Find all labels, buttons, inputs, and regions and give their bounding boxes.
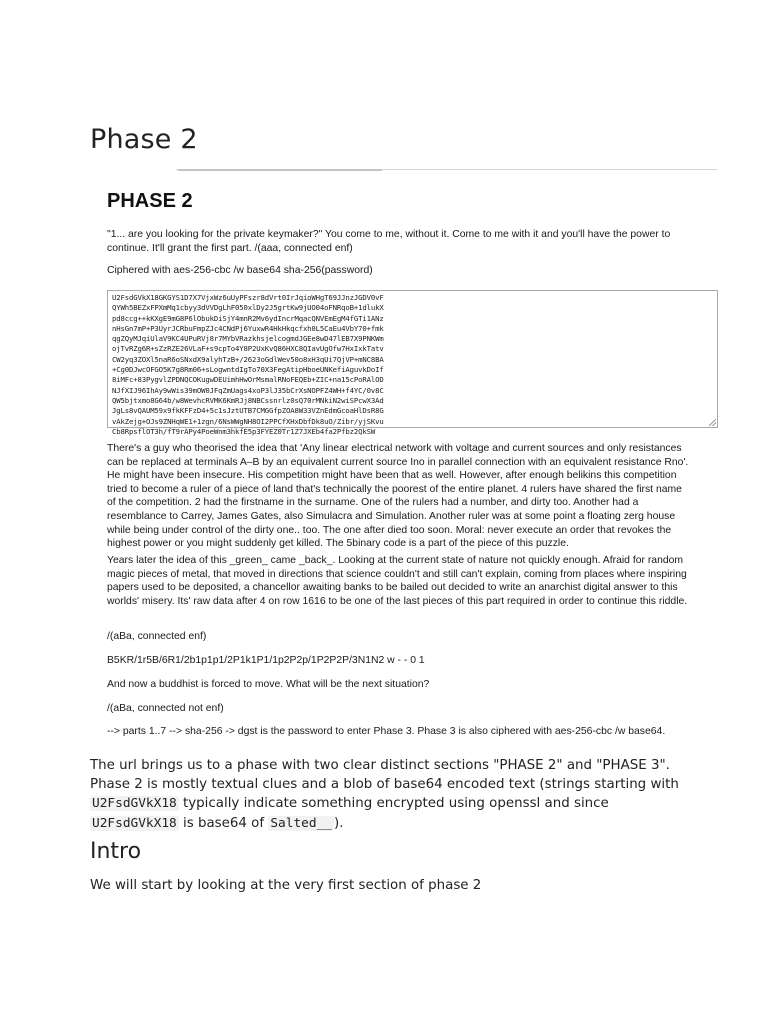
phase-heading: PHASE 2 [107, 190, 193, 212]
explanation-text: is base64 of [178, 815, 269, 831]
keymaker-quote: "1... are you looking for the private keymaker?" You come to me, without it. Come to me with it and you'll have the power to continue. It'll grant the first part. /(aaa, connected enf) [107, 229, 671, 254]
inline-code-prefix: U2FsdGVkX18 [92, 796, 177, 812]
explanation-paragraph [90, 756, 690, 833]
cipher-description: Ciphered with aes-256-cbc /w base64 sha-256(password) [107, 265, 373, 276]
buddhist-question: And now a buddhist is forced to move. What will be the next situation? [107, 679, 430, 690]
phase-screenshot [90, 162, 718, 740]
bitcoin-clue-paragraph: Years later the idea of this _green_ came _back_. Looking at the current state of nature not quickly enough. Afraid for random magic pieces of metal, that moved in directions that science couldn't and still can't explain, coming from places where inspiring papers used to be deposited, a chancellor awaiting banks to be bailed out decided to write an anarchist digital answer to this worlds' misery. Its' raw data after 4 on row 1616 to be one of the last pieces of this part required in order to continue this riddle. [107, 555, 688, 607]
signature-connected-enf: /(aBa, connected enf) [107, 631, 207, 642]
norton-clue-paragraph: There's a guy who theorised the idea that 'Any linear electrical network with voltage and current sources and only resistances can be replaced at terminals A–B by an equivalent current source Ino in parallel connection with an equivalent resistance Rno'. He might have been insecure. His competition might have been that as well. However, after enough belikins this competition tried to become a ruler of a piece of land that's technically the poorest of the entire planet. 4 rulers have shared the first name of the competition. 2 had the firstname in the surname. One of the rulers had a number, and dirty too. Another had a resemblance to Carrey, James Gates, also Simulacra and Simulation. Another ruler was at some point a floating zerg house while being under control of the dirty one.. too. The one after died too soon. Moral: never execute an order that revokes the highest power or you might suddenly get killed. The 5binary code is a part of the piece of this puzzle. [107, 443, 689, 550]
cipher-line: U2FsdGVkX18GKGYS1D7X7VjxWz6uUyPFszr8dVrt0IrJqioWHgT69JJnzJGDV0vF [112, 293, 384, 302]
inline-code-prefix: U2FsdGVkX18 [92, 815, 177, 831]
cipher-line: JgLs8vQAUM59x9fkKFFzD4+5c1sJztUTB7CMGGfpZOA8W33VZnEdmGcoaHlDsR8G [112, 406, 384, 416]
cipher-line: vAkZejg+OJs9ZNHqWE1+1zgn/6NsWWgNH8OI2PPCfXHxDbfDk8uO/Zibr/yjSKvu [112, 416, 384, 426]
explanation-text: typically indicate something encrypted using openssl and since [178, 796, 609, 812]
page-title: Phase 2 [90, 124, 198, 155]
intro-heading: Intro [90, 839, 142, 864]
cipher-line: nHsGn7mP+P3UyrJCRbuFmpZJc4CNdPj6YuxwR4HkHkqcfxh0L5CaEu4VbY70+fmk [112, 323, 384, 333]
explanation-text: ). [333, 815, 344, 831]
cipher-line: QW5bjtxmo8G64b/w8WevhcRVMK6KmRJj8NBCssnrlz0sQ70rMNkiN2wiSPcwX3Ad [112, 395, 384, 405]
signature-connected-not-enf: /(aBa, connected not enf) [107, 703, 224, 714]
cipher-line: +Cg0DJwcOFGO5K7g8Rm06+sLogwntdIgTo70X3FegAtipHboeUNKefiAguvkDoIf [112, 365, 384, 375]
cipher-line: CW2yq3ZOXl5naR6oSNxdX9alyhTzB+/2623oGdlWev50o8xH3qUi7QjVP+mNC8BA [112, 354, 384, 364]
cipher-line: Cb8RpsflOT3h/fT9rAPy4PoeWnm3hkfE5p3FYEZ0Tr1Z7JXEb4fa2Pfbz2QkSW [112, 426, 376, 436]
intro-text: We will start by looking at the very first section of phase 2 [90, 878, 482, 893]
cipher-line: ojTvRZg6R+sZzRZE26VLaF+s9cpTo4Y8P2UxKvQ86HXC8QIavUgOfw7HxIxkTatv [112, 344, 384, 354]
explanation-text: The url brings us to a phase with two clear distinct sections "PHASE 2" and "PHASE 3". Phase 2 is mostly textual clues and a blob of base64 encoded text (strings starting with [90, 758, 679, 793]
resize-grip-icon[interactable] [709, 419, 716, 426]
screenshot-header-underline [178, 169, 382, 171]
cipher-line: QYWh5BEZxFPXmMq1cbyy3dVVDgLhF050xlDy2J5grtKw9jUO04oFNRqoB+1dlukX [112, 303, 384, 313]
cipher-textarea[interactable] [107, 290, 718, 436]
cipher-line: 8iMFc+83PygvlZPDNQCOKugwDEUimhHwOrMsmalRNoFEQEb+ZIC+na15cPoRAlOD [112, 375, 384, 385]
chess-fen-string: B5KR/1r5B/6R1/2b1p1p1/2P1k1P1/1p2P2p/1P2P2P/3N1N2 w - - 0 1 [107, 655, 425, 666]
cipher-line: pd8ccg++kKXgE9mG8P6lObukDiSjY4mnR2Mv6ydIncrMqacQNVEmEgM4fGTi1ANz [112, 313, 384, 323]
cipher-line: qgZQyMJqiUlaV9KC4UPuRVj8r7MYbVRazkhsjelcogmdJGEe8wD47lEB7X9PNKWm [112, 334, 384, 344]
inline-code-salted: Salted__ [270, 815, 332, 831]
cipher-line: NJfXIJ96IhAy9wWis39mOW0JFqZmUags4xoP3lJ35bCrXsNOPFZ4WH+f4YC/0v8C [112, 385, 384, 395]
parts-instruction: --> parts 1..7 --> sha-256 -> dgst is the password to enter Phase 3. Phase 3 is also ciphered with aes-256-cbc /w base64. [107, 726, 666, 737]
